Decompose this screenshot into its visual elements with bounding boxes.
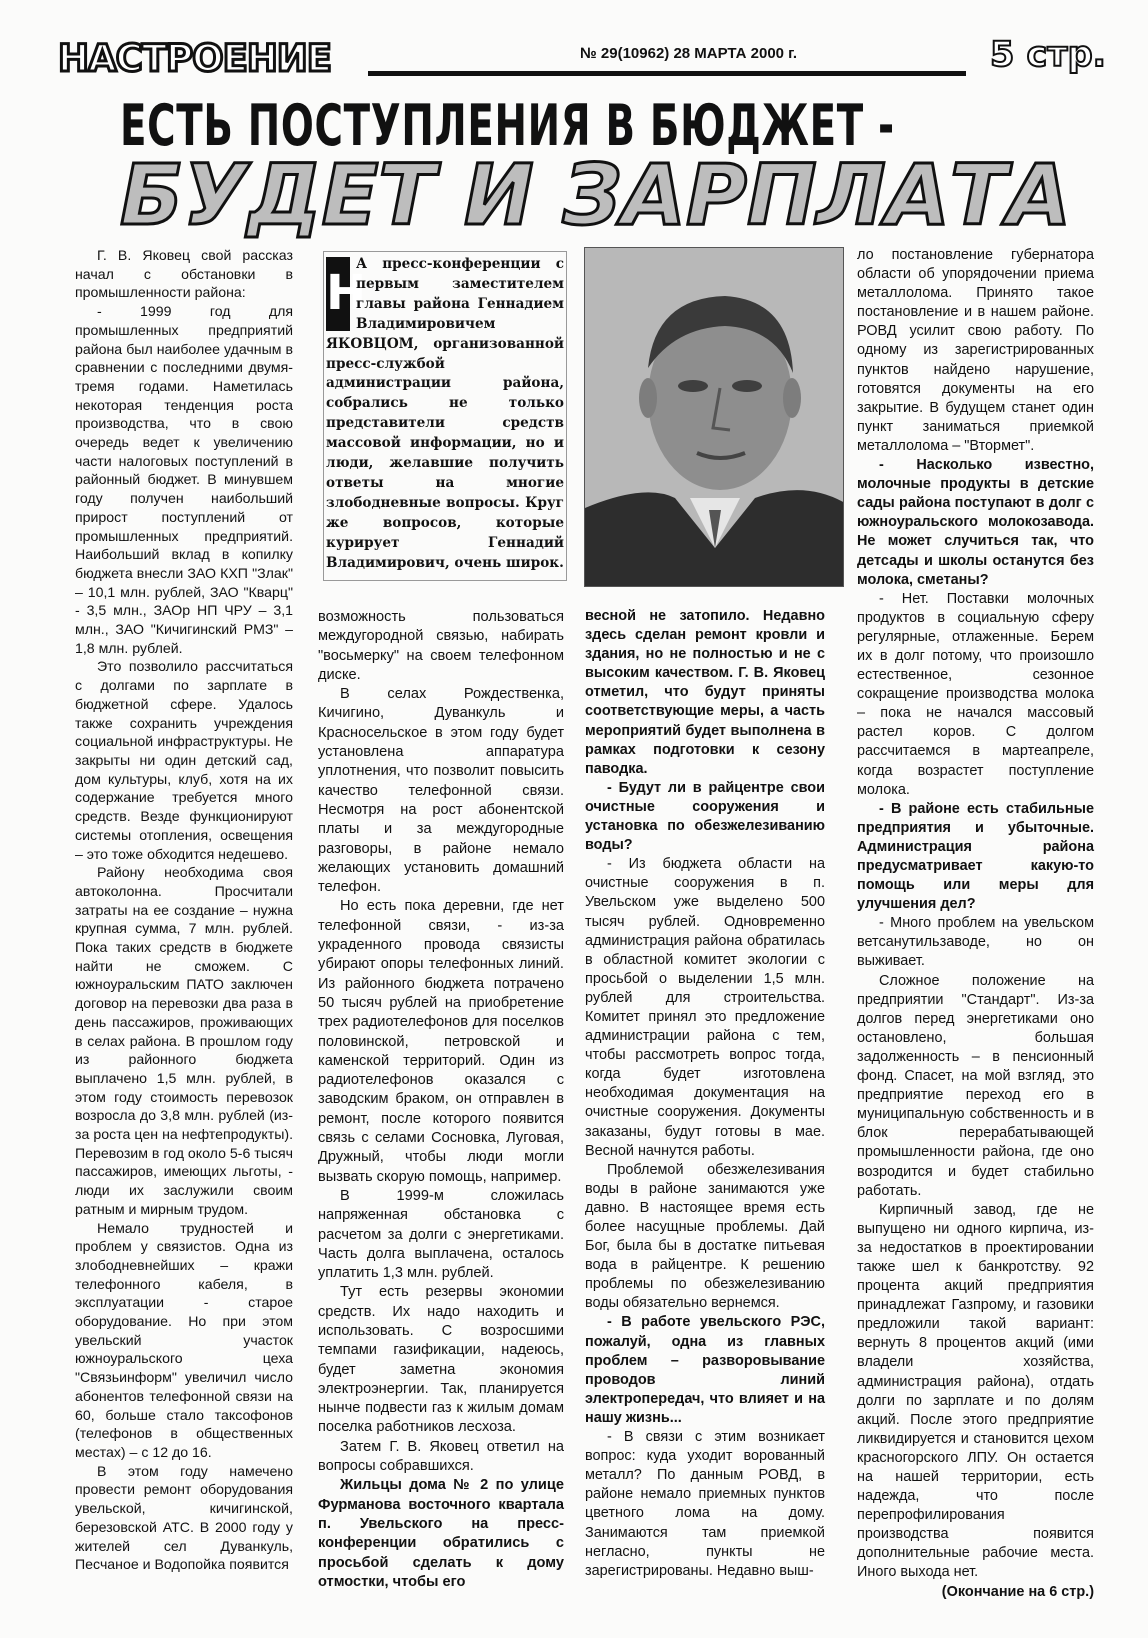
issue-info: № 29(10962) 28 МАРТА 2000 г. bbox=[580, 45, 798, 62]
question: - Насколько известно, молочные продукты в детские сады района поступают в долг с южноуральского молокозавода. Не может случиться так, что детсады и школы останутся без молока, сметаны? bbox=[857, 457, 1094, 588]
column-4 bbox=[857, 246, 1094, 1602]
column-1 bbox=[75, 246, 293, 1574]
paragraph: - Из бюджета области на очистные сооружения в п. Увельском уже выделено 500 тысяч рублей. Одновременно администрация района обратилась в областной комитет экологии с просьбой о выделении 1,5 млн. рублей для строительства. Комитет принял это предложение администрации района с тем, чтобы рассмотреть вопрос тогда, когда будет изготовлена необходимая документация на очистные сооружения. Документы заказаны, будут готовы в мае. Весной начнутся работы. bbox=[585, 856, 825, 1159]
headline-line-2: БУДЕТ И ЗАРПЛАТА bbox=[120, 146, 1072, 244]
paragraph: - Много проблем на увельском ветсанутильзаводе, но он выживает. bbox=[857, 915, 1094, 970]
lead-box bbox=[323, 251, 567, 581]
lead-text: А пресс-конференции с первым заместителем главы района Геннадием Владимировичем ЯКОВЦОМ, организованной пресс-службой администрации района, собрались не только представители средств массовой информации, но и люди, желавшие получить ответы на многие злободневные вопросы. Круг же вопросов, которые курирует Геннадий Владимирович, очень широк. bbox=[326, 256, 564, 571]
headline-line-1: ЕСТЬ ПОСТУПЛЕНИЯ В БЮДЖЕТ - bbox=[120, 93, 895, 159]
paragraph: Району необходима своя автоколонна. Просчитали затраты на ее создание – нужна крупная сумма, 7 млн. рублей. Пока таких средств в бюджете найти не сможем. С южноуральским ПАТО заключен договор на перевозки два раза в день пассажиров, проживающих в селах района. В прошлом году из районного бюджета выплачено 1,5 млн. рублей, в этом году стоимость перевозок возросла до 3,8 млн. рублей (из-за роста цен на нефтепродукты). Перевозим в год около 5-6 тысяч пассажиров, имеющих льготы, - люди их заслужили своим ратным и мирным трудом. bbox=[75, 864, 293, 1217]
rubric-title: НАСТРОЕНИЕ bbox=[58, 37, 332, 80]
paragraph: Это позволило рассчитаться с долгами по зарплате в бюджетной сфере. Удалось также сохранить учреждения социальной инфраструктуры. Не закрыты ни один детский сад, дом культуры, клуб, хотя на их содержание требуется много средств. Везде функционируют системы отопления, освещения – это тоже обходится недешево. bbox=[75, 658, 293, 862]
column-3 bbox=[585, 607, 825, 1581]
header-rule bbox=[368, 71, 966, 76]
paragraph: Но есть пока деревни, где нет телефонной связи, - из-за украденного провода связисты убирают опоры телефонных линий. Из районного бюджета потрачено 50 тысяч рублей на приобретение трех радиотелефонов для поселков половинской, петровской и каменской территорий. Один из радиотелефонов оказался с заводским браком, он отправлен в ремонт, после которого появится связь с селами Сосновка, Луговая, Дружный, чтобы люди могли вызвать скорую помощь, например. bbox=[318, 898, 564, 1185]
paragraph: В селах Рождественка, Кичигино, Дуванкуль и Красносельское в этом году будет установлена аппаратура уплотнения, что позволит повысить качество телефонной связи. Несмотря на рост абонентской платы и за междугородные разговоры, в районе немало желающих установить домашний телефон. bbox=[318, 686, 564, 896]
continued-note: (Окончание на 6 стр.) bbox=[941, 1583, 1094, 1600]
paragraph: Затем Г. В. Яковец ответил на вопросы собравшихся. bbox=[318, 1438, 564, 1475]
paragraph: ло постановление губернатора области об упорядочении приема металлолома. Принято такое постановление и в нашем районе. РОВД усилит свою работу. По одному из зарегистрированных пунктов найдено нарушение, готовятся документы на его закрытие. В будущем станет один пункт заниматься приемкой металлолома – "Втормет". bbox=[857, 247, 1094, 454]
paragraph: Г. В. Яковец свой рассказ начал с обстановки в промышленности района: bbox=[75, 247, 293, 301]
question: - В работе увельского РЭС, пожалуй, одна из главных проблем – разворовывание проводов линий электропередач, что влияет и на нашу жизнь... bbox=[585, 1314, 825, 1426]
question: - Будут ли в райцентре свои очистные сооружения и установка по обезжелезиванию воды? bbox=[585, 779, 825, 854]
paragraph: Проблемой обезжелезивания воды в районе занимаются уже давно. В настоящее время есть более насущные проблемы. Дай Бог, была бы в достатке питьевая вода в райцентре. К решению проблемы по обезжелезиванию воды обязательно вернемся. bbox=[585, 1161, 825, 1312]
paragraph: В этом году намечено провести ремонт оборудования увельской, кичигинской, березовской АТС. В 2000 году у жителей сел Дуванкуль, Песчаное и Водопойка появится bbox=[75, 1462, 293, 1573]
paragraph: Тут есть резервы экономии средств. Их надо находить и использовать. С возросшими темпами газификации, надеюсь, будет заметна экономия электроэнергии. Так, планируется нынче подвести газ к жилым домам поселка работников лесхоза. bbox=[318, 1284, 564, 1436]
paragraph: Немало трудностей и проблем у связистов. Одна из злободневнейших – кражи телефонного кабеля, в эксплуатации - старое оборудование. Но при этом увельский участок южноуральского цеха "Связьинформ" увеличил число абонентов телефонной связи на 60, больше стало таксофонов (телефонов в общественных местах) – с 12 до 16. bbox=[75, 1219, 293, 1460]
paragraph: - В связи с этим возникает вопрос: куда уходит ворованный металл? По данным РОВД, в районе немало приемных пунктов цветного лома на дому. Занимаются там приемкой негласно, пункты не зарегистрированы. Недавно выш- bbox=[585, 1429, 825, 1579]
drop-cap: Н bbox=[326, 257, 350, 331]
paragraph: возможность пользоваться междугородной связью, набирать "восьмерку" на своем телефонном диске. bbox=[318, 609, 564, 683]
paragraph: - Нет. Поставки молочных продуктов в социальную сферу регулярные, отлаженные. Берем их в долг потому, что произошло естественное, сезонное сокращение производства молока – пока не начался массовый растел коров. С долгом рассчитаемся в мартеапреле, когда возрастет поступление молока. bbox=[857, 590, 1094, 798]
paragraph: - 1999 год для промышленных предприятий района был наиболее удачным в сравнении с последними двумя-тремя годами. Наметилась некоторая тенденция роста производства, что в свою очередь ведет к увеличению части налоговых поступлений в районный бюджет. В минувшем году получен наибольший прирост поступлений от промышленных предприятий. Наибольший вклад в копилку бюджета внесли ЗАО КХП "Злак" – 10,1 млн. рублей, ЗАО "Кварц" - 3,5 млн., ЗАОр НП ЧРУ – 3,1 млн., ЗАО "Кичигинский РМЗ" – 1,8 млн. рублей. bbox=[75, 303, 293, 656]
column-2 bbox=[318, 608, 564, 1592]
question: - В районе есть стабильные предприятия и убыточные. Администрация района предусматривает какую-то помощь или меры для улучшения дел? bbox=[857, 800, 1094, 913]
paragraph: Сложное положение на предприятии "Стандарт". Из-за долгов перед энергетиками оно остановлено, большая задолженность – в пенсионный фонд. Спасет, на мой взгляд, это предприятие переход его в муниципальную собственность и в блок перерабатывающей промышленности района, где оно возродится и будет стабильно работать. bbox=[857, 972, 1094, 1199]
paragraph: Кирпичный завод, где не выпущено ни одного кирпича, из-за недостатков в проектировании также шел к банкротству. 92 процента акций предприятия принадлежат Газпрому, и газовики предложили такой вариант: вернуть 8 процентов акций (ими владели хозяйства, администрация района), отдать долги по зарплате и по долям акций. После этого предприятие ликвидируется и становится цехом красногорского ЛПУ. Он остается на нашей территории, есть надежда, что после перепрофилирования производства появится дополнительные рабочие места. Иного выхода нет. bbox=[857, 1201, 1094, 1581]
paragraph: В 1999-м сложилась напряженная обстановка с расчетом за долги с энергетиками. Часть долга выплачена, осталось уплатить 1,3 млн. рублей. bbox=[318, 1187, 564, 1282]
question: Жильцы дома № 2 по улице Фурманова восточного квартала п. Увельского на пресс-конференции обратились с просьбой сделать к дому отмостки, чтобы его bbox=[318, 1477, 564, 1590]
paragraph: весной не затопило. Недавно здесь сделан ремонт кровли и здания, но не полностью и не с высоким качеством. Г. В. Яковец отметил, что будут приняты соответствующие меры, а часть мероприятий будет выполнена в рамках подготовки к сезону паводка. bbox=[585, 608, 825, 777]
page-number: 5 стр. bbox=[990, 35, 1106, 75]
portrait-photo bbox=[584, 247, 844, 587]
